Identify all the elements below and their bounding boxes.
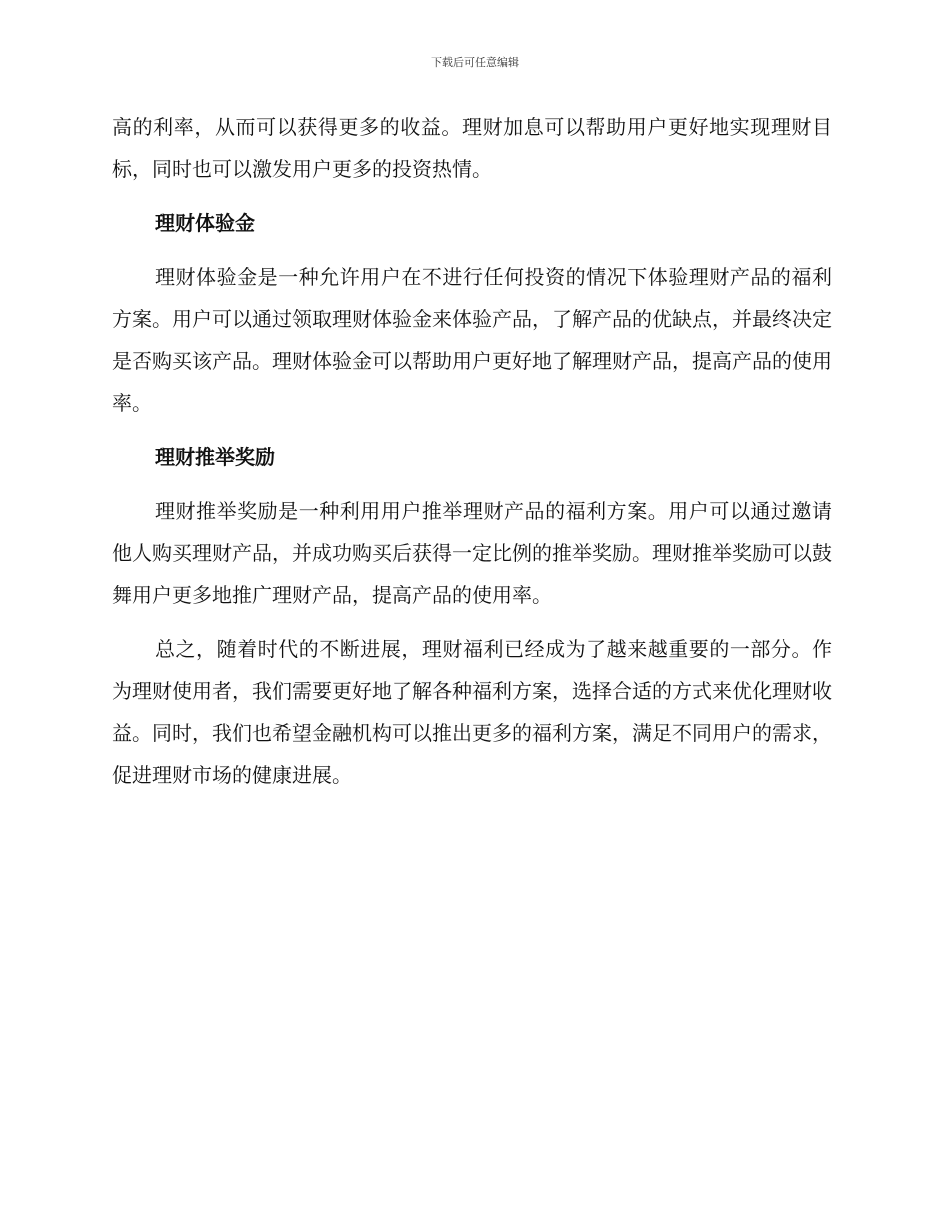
section-heading-trial-fund: 理财体验金 xyxy=(155,211,255,235)
intro-paragraph: 高的利率，从而可以获得更多的收益。理财加息可以帮助用户更好地实现理财目标，同时也可以激发用户更多的投资热情。 xyxy=(112,115,832,181)
section-heading-referral-reward: 理财推举奖励 xyxy=(155,445,275,469)
document-body xyxy=(112,106,832,796)
section-body-trial-fund: 理财体验金是一种允许用户在不进行任何投资的情况下体验理财产品的福利方案。用户可以通过领取理财体验金来体验产品，了解产品的优缺点，并最终决定是否购买该产品。理财体验金可以帮助用户更好地了解理财产品，提高产品的使用率。 xyxy=(112,265,832,415)
section-body-referral-reward: 理财推举奖励是一种利用用户推举理财产品的福利方案。用户可以通过邀请他人购买理财产品，并成功购买后获得一定比例的推举奖励。理财推举奖励可以鼓舞用户更多地推广理财产品，提高产品的使用率。 xyxy=(112,499,832,607)
page-header: 下载后可任意编辑 xyxy=(431,56,519,69)
conclusion-paragraph: 总之，随着时代的不断进展，理财福利已经成为了越来越重要的一部分。作为理财使用者，我们需要更好地了解各种福利方案，选择合适的方式来优化理财收益。同时，我们也希望金融机构可以推出更多的福利方案，满足不同用户的需求，促进理财市场的健康进展。 xyxy=(112,637,832,787)
